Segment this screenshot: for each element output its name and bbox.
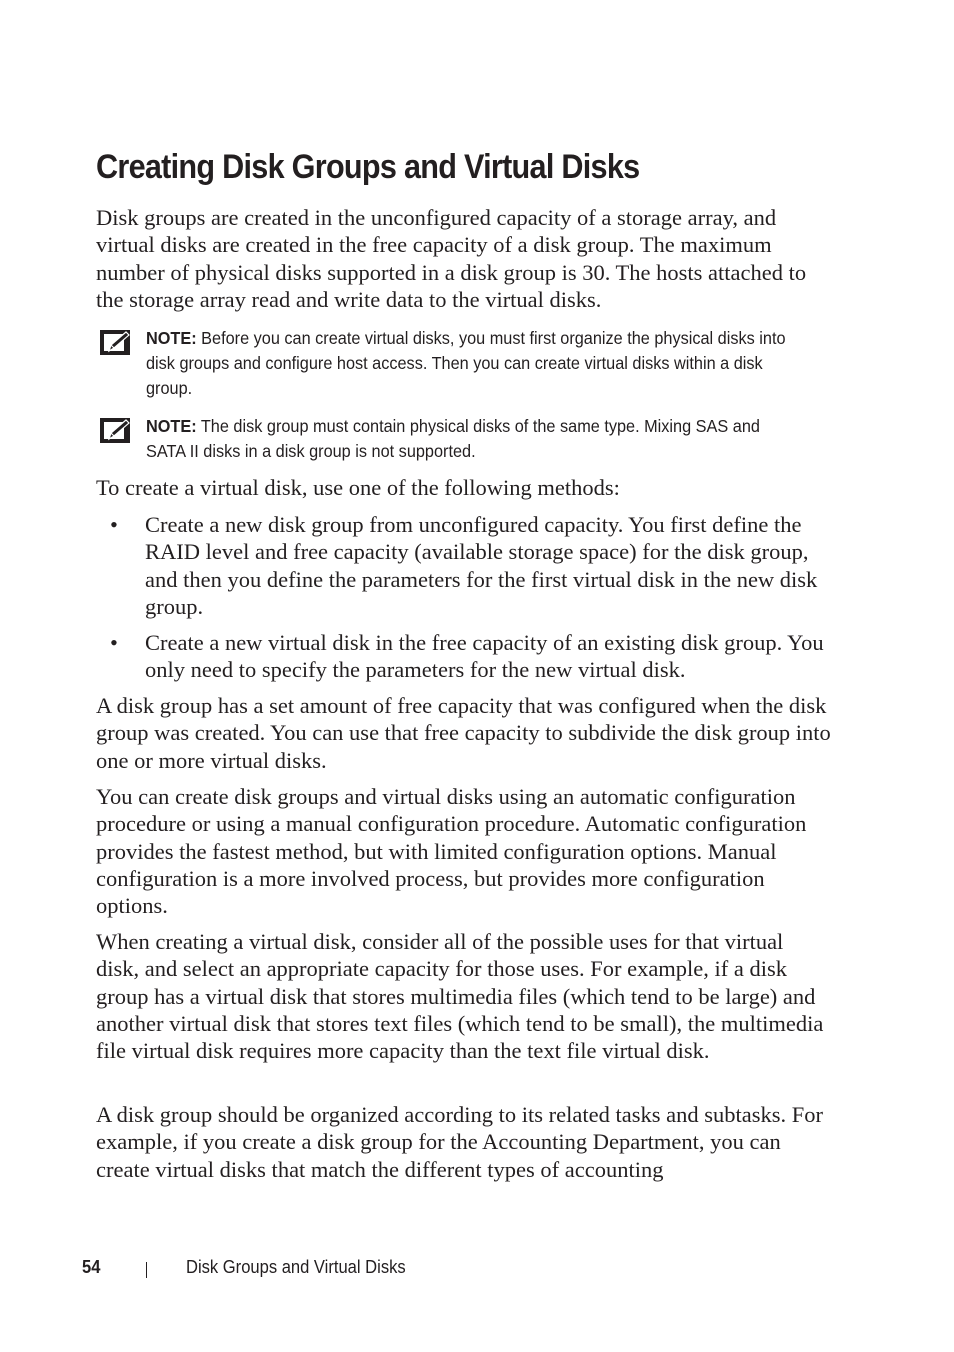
footer-section-title: Disk Groups and Virtual Disks (186, 1257, 406, 1277)
body-paragraph: A disk group should be organized according to its related tasks and subtasks. For example, if you create a disk group for the Accounting Department, you can create virtual disks that match the different types of accounting (96, 1102, 823, 1182)
footer-divider (146, 1262, 147, 1278)
note-pencil-icon (100, 330, 130, 355)
note-body: Before you can create virtual disks, you must first organize the physical disks into disk groups and configure host access. Then you can create virtual disks within a disk group. (146, 328, 786, 398)
body-paragraph: A disk group has a set amount of free capacity that was configured when the disk group was created. You can use that free capacity to subdivide the disk group into one or more virtual disks. (96, 693, 831, 773)
methods-intro: To create a virtual disk, use one of the following methods: (96, 475, 620, 500)
note-text (146, 326, 788, 401)
body-paragraph: You can create disk groups and virtual disks using an automatic configuration procedure or using a manual configuration procedure. Automatic configuration provides the fastest method, but with limited configuration options. Manual configuration is a more involved process, but provides more configuration options. (96, 784, 807, 919)
page-number: 54 (82, 1257, 101, 1277)
note-label: NOTE: (146, 328, 197, 348)
list-item-text: Create a new virtual disk in the free capacity of an existing disk group. You only need to specify the parameters for the new virtual disk. (145, 630, 824, 683)
note-pencil-icon (100, 418, 130, 443)
note-body: The disk group must contain physical disks of the same type. Mixing SAS and SATA II disks in a disk group is not supported. (146, 416, 760, 461)
intro-paragraph: Disk groups are created in the unconfigured capacity of a storage array, and virtual disks are created in the free capacity of a disk group. The maximum number of physical disks supported in a disk group is 30. The hosts attached to the storage array read and write data to the virtual disks. (96, 205, 807, 312)
note-text (146, 414, 788, 464)
page-title: Creating Disk Groups and Virtual Disks (96, 148, 640, 186)
body-paragraph: When creating a virtual disk, consider all of the possible uses for that virtual disk, and select an appropriate capacity for those uses. For example, if a disk group has a virtual disk that stores multimedia files (which tend to be large) and another virtual disk that stores text files (which tend to be small), the multimedia file virtual disk requires more capacity than the text file virtual disk. (96, 929, 824, 1064)
list-item-text: Create a new disk group from unconfigured capacity. You first define the RAID level and free capacity (available storage space) for the disk group, and then you define the parameters for the first virtual disk in the new disk group. (145, 512, 818, 619)
bullet-icon: • (110, 630, 118, 655)
bullet-icon: • (110, 512, 118, 537)
note-label: NOTE: (146, 416, 197, 436)
